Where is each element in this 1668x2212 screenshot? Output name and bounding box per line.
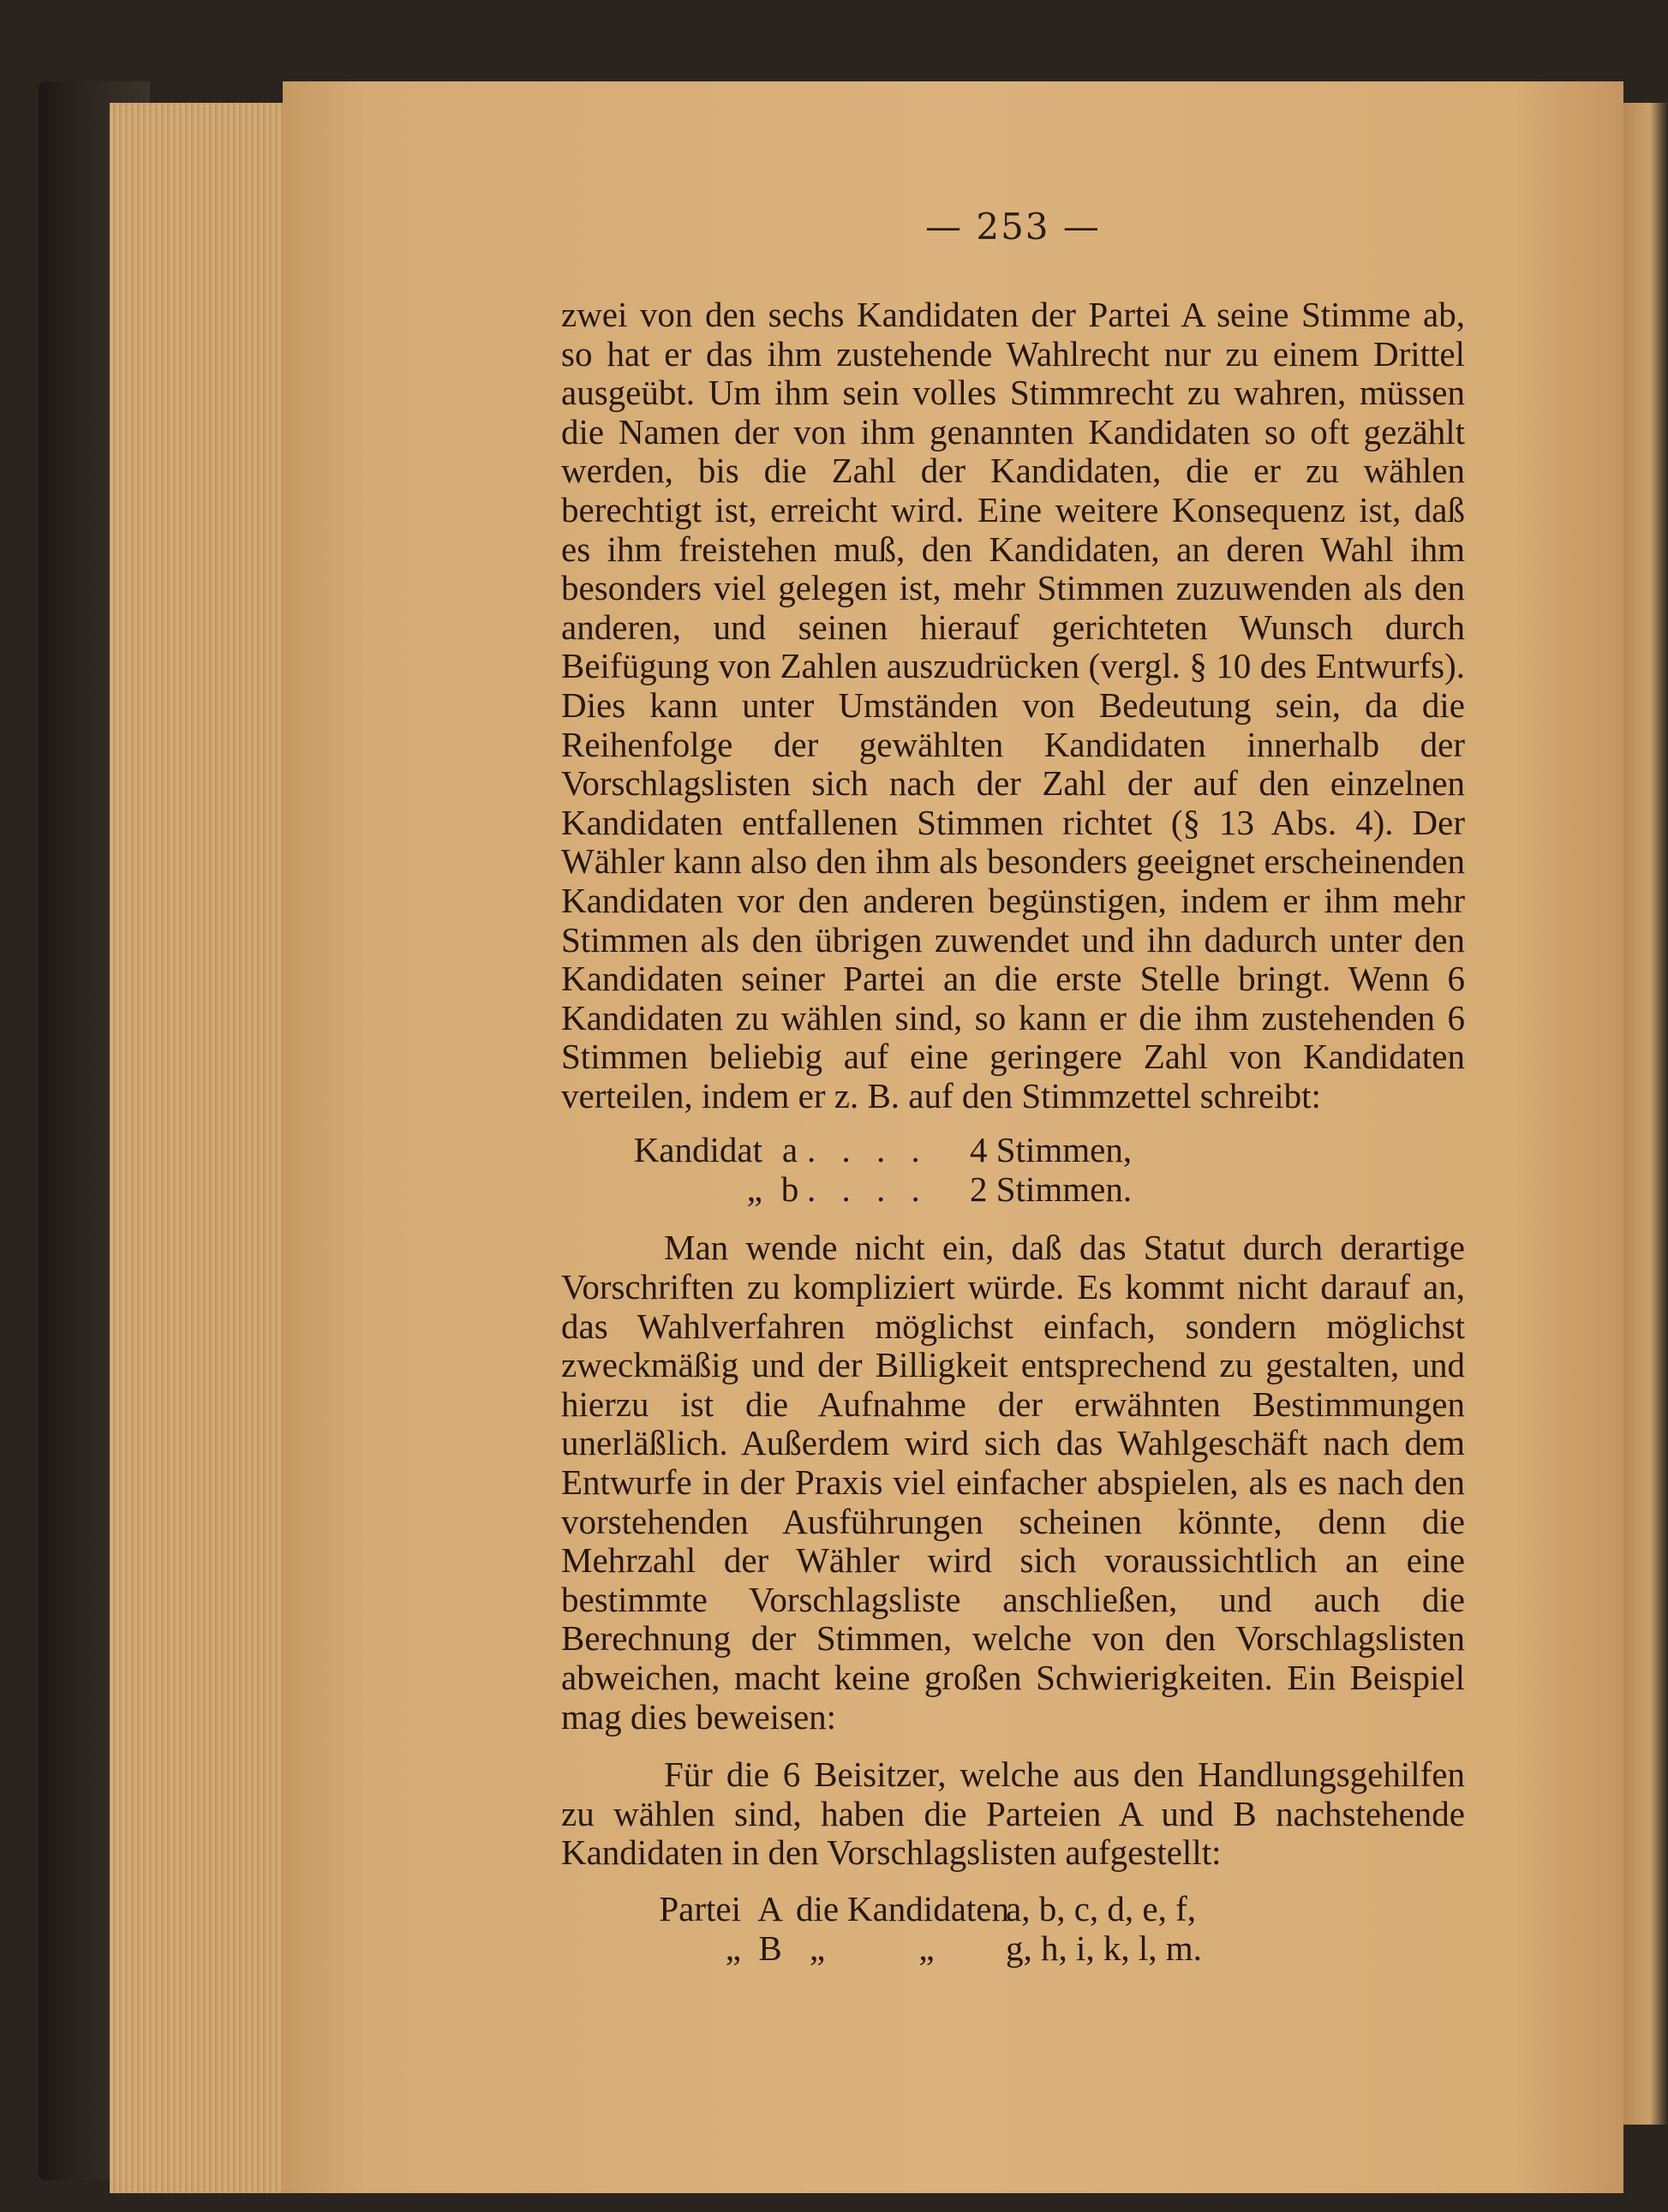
paragraph-3: Für die 6 Beisitzer, welche aus den Handlungsgehilfen zu wählen sind, haben die Parteien A und B nachstehende Kandidaten in den Vorschlagslisten aufgestellt: [561,1755,1465,1873]
ballot-letter: a [781,1130,798,1170]
ballot-row [561,1131,1465,1170]
party-name: B [758,1928,782,1968]
facing-page-edge [1623,103,1668,2125]
page-number: — 253 — [925,206,1101,248]
party-lists [561,1890,1465,1969]
ballot-letter: b [780,1169,799,1210]
ballot-row [561,1170,1465,1210]
body-text [561,296,1465,1969]
party-label: Partei [659,1888,741,1928]
ballot-label: „ [746,1169,762,1210]
ballot-example [561,1131,1465,1210]
party-candidate-list: a, b, c, d, e, f, [1006,1888,1196,1928]
party-row [561,1890,1465,1929]
party-candidates-label: Kandidaten [847,1888,1009,1928]
party-candidate-list: g, h, i, k, l, m. [1006,1928,1202,1968]
party-mid: „ [809,1928,826,1968]
party-name: A [757,1888,783,1928]
party-candidates-label: „ [918,1928,935,1968]
party-mid: die [795,1888,840,1928]
page-edges [110,103,307,2193]
paragraph-1: zwei von den sechs Kandidaten der Partei A seine Stimme ab, so hat er das ihm zustehende Wahlrecht nur zu einem Drittel ausgeübt. Um ihm sein volles Stimmrecht zu wahren, müssen die Namen der von ihm genannten Kandidaten so oft gezählt werden, bis die Zahl der Kandidaten, die er zu wählen berechtigt ist, erreicht wird. Eine weitere Konsequenz ist, daß es ihm freistehen muß, den Kandidaten, an deren Wahl ihm besonders viel gelegen ist, mehr Stimmen zuzuwenden als den anderen, und seinen hierauf gerichteten Wunsch durch Beifügung von Zahlen auszudrücken (vergl. § 10 des Entwurfs). Dies kann unter Umständen von Bedeutung sein, da die Reihenfolge der gewählten Kandidaten innerhalb der Vorschlagslisten sich nach der Zahl der auf den einzelnen Kandidaten entfallenen Stimmen richtet (§ 13 Abs. 4). Der Wähler kann also den ihm als besonders geeignet erscheinenden Kandidaten vor den anderen begünstigen, indem er ihm mehr Stimmen als den übrigen zuwendet und ihn dadurch unter den Kandidaten seiner Partei an die erste Stelle bringt. Wenn 6 Kandidaten zu wählen sind, so kann er die ihm zustehenden 6 Stimmen beliebig auf eine geringere Zahl von Kandidaten verteilen, indem er z. B. auf den Stimmzettel schreibt: [561,295,1465,1115]
paragraph-2: Man wende nicht ein, daß das Statut durch derartige Vorschriften zu kompliziert würde. Es kommt nicht darauf an, das Wahlverfahren möglichst einfach, sondern möglichst zweckmäßig und der Billigkeit entsprechend zu gestalten, und hierzu ist die Aufnahme der erwähnten Bestimmungen unerläßlich. Außerdem wird sich das Wahlgeschäft nach dem Entwurfe in der Praxis viel einfacher abspielen, als es nach den vorstehenden Ausführungen scheinen könnte, denn die Mehrzahl der Wähler wird sich voraussichtlich an eine bestimmte Vorschlagsliste anschließen, und auch die Berechnung der Stimmen, welche von den Vorschlagslisten abweichen, macht keine großen Schwierigkeiten. Ein Beispiel mag dies beweisen: [561,1228,1465,1737]
party-label: „ [725,1928,741,1968]
party-row [561,1929,1465,1969]
ballot-dots: . . . . [807,1130,929,1170]
ballot-votes: 2 Stimmen. [970,1169,1133,1210]
ballot-votes: 4 Stimmen, [970,1130,1133,1170]
ballot-label: Kandidat [633,1130,762,1170]
ballot-dots: . . . . [807,1169,929,1210]
